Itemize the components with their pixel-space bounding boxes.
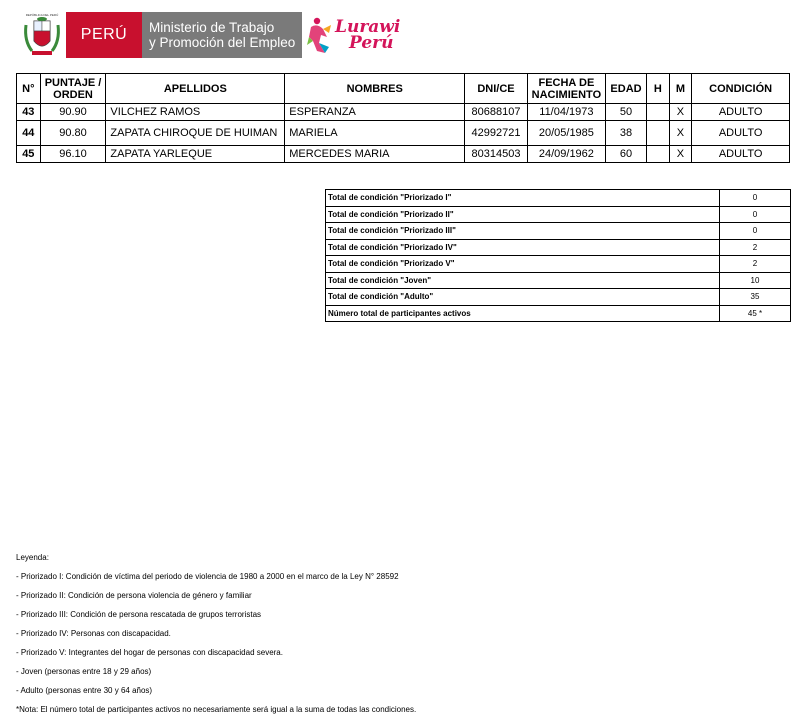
legend-item: - Joven (personas entre 18 y 29 años) xyxy=(16,667,152,676)
cell-apellidos: VILCHEZ RAMOS xyxy=(106,104,285,121)
legend-item: - Priorizado IV: Personas con discapacidad. xyxy=(16,629,171,638)
summary-row xyxy=(326,289,791,306)
summary-value: 0 xyxy=(720,206,791,223)
legend-note: *Nota: El número total de participantes activos no necesariamente será igual a la suma de todas las condiciones. xyxy=(16,705,417,714)
cell-dni: 42992721 xyxy=(465,121,528,146)
ministry-brand-box xyxy=(142,12,302,58)
header-edad: EDAD xyxy=(605,74,646,104)
header-h: H xyxy=(647,74,670,104)
cell-m: X xyxy=(669,104,692,121)
cell-nombres: MERCEDES MARIA xyxy=(285,146,465,163)
peru-brand-box xyxy=(66,12,142,58)
header-apellidos: APELLIDOS xyxy=(106,74,285,104)
cell-dni: 80688107 xyxy=(465,104,528,121)
program-name-line-2: Perú xyxy=(349,33,394,53)
seal-text: REPÚBLICA DEL PERÚ xyxy=(25,13,59,17)
header-puntaje: PUNTAJE / ORDEN xyxy=(40,74,106,104)
cell-condicion: ADULTO xyxy=(692,121,790,146)
summary-row xyxy=(326,223,791,240)
lurawi-logo xyxy=(305,9,401,61)
cell-puntaje: 90.80 xyxy=(40,121,106,146)
summary-label: Total de condición "Priorizado II" xyxy=(326,206,720,223)
cell-num: 43 xyxy=(17,104,41,121)
cell-edad: 38 xyxy=(605,121,646,146)
summary-value: 0 xyxy=(720,223,791,240)
ministry-line-1: Ministerio de Trabajo xyxy=(149,20,275,35)
summary-label: Total de condición "Priorizado V" xyxy=(326,256,720,273)
cell-puntaje: 90.90 xyxy=(40,104,106,121)
summary-value: 0 xyxy=(720,190,791,207)
summary-row xyxy=(326,190,791,207)
table-header-row xyxy=(17,74,790,104)
cell-m: X xyxy=(669,146,692,163)
cell-num: 44 xyxy=(17,121,41,146)
legend-item: - Priorizado II: Condición de persona violencia de género y familiar xyxy=(16,591,252,600)
cell-h xyxy=(647,121,670,146)
participants-table xyxy=(16,73,790,163)
table-row xyxy=(17,121,790,146)
cell-fecha: 11/04/1973 xyxy=(527,104,605,121)
lurawi-figure-icon xyxy=(305,13,335,57)
header-condicion: CONDICIÓN xyxy=(692,74,790,104)
summary-label: Número total de participantes activos xyxy=(326,305,720,322)
program-name-line-1: Lurawi xyxy=(335,17,401,37)
summary-value: 2 xyxy=(720,256,791,273)
cell-puntaje: 96.10 xyxy=(40,146,106,163)
table-row xyxy=(17,146,790,163)
cell-apellidos: ZAPATA YARLEQUE xyxy=(106,146,285,163)
legend-item: - Adulto (personas entre 30 y 64 años) xyxy=(16,686,153,695)
summary-row xyxy=(326,239,791,256)
cell-fecha: 24/09/1962 xyxy=(527,146,605,163)
summary-label: Total de condición "Priorizado I" xyxy=(326,190,720,207)
header-nombres: NOMBRES xyxy=(285,74,465,104)
page-header xyxy=(22,9,402,61)
legend-item: - Priorizado I: Condición de víctima del periodo de violencia de 1980 a 2000 en el marco de la Ley N° 28592 xyxy=(16,572,399,581)
legend-title: Leyenda: xyxy=(16,553,49,562)
cell-h xyxy=(647,146,670,163)
summary-label: Total de condición "Adulto" xyxy=(326,289,720,306)
summary-table xyxy=(325,189,791,322)
cell-m: X xyxy=(669,121,692,146)
cell-dni: 80314503 xyxy=(465,146,528,163)
ministry-line-2: y Promoción del Empleo xyxy=(149,35,296,50)
summary-row xyxy=(326,305,791,322)
legend-item: - Priorizado V: Integrantes del hogar de personas con discapacidad severa. xyxy=(16,648,283,657)
summary-row xyxy=(326,206,791,223)
cell-edad: 50 xyxy=(605,104,646,121)
summary-value: 10 xyxy=(720,272,791,289)
summary-label: Total de condición "Priorizado III" xyxy=(326,223,720,240)
header-dni: DNI/CE xyxy=(465,74,528,104)
country-label: PERÚ xyxy=(80,26,128,43)
cell-num: 45 xyxy=(17,146,41,163)
cell-edad: 60 xyxy=(605,146,646,163)
summary-value: 45 * xyxy=(720,305,791,322)
cell-h xyxy=(647,104,670,121)
cell-condicion: ADULTO xyxy=(692,104,790,121)
coat-of-arms-icon xyxy=(22,11,62,59)
header-m: M xyxy=(669,74,692,104)
header-fecha: FECHA DE NACIMIENTO xyxy=(527,74,605,104)
cell-nombres: MARIELA xyxy=(285,121,465,146)
cell-condicion: ADULTO xyxy=(692,146,790,163)
summary-row xyxy=(326,272,791,289)
summary-label: Total de condición "Priorizado IV" xyxy=(326,239,720,256)
table-row xyxy=(17,104,790,121)
legend xyxy=(16,553,716,715)
summary-row xyxy=(326,256,791,273)
header-num: N° xyxy=(17,74,41,104)
summary-value: 35 xyxy=(720,289,791,306)
cell-apellidos: ZAPATA CHIROQUE DE HUIMAN xyxy=(106,121,285,146)
cell-fecha: 20/05/1985 xyxy=(527,121,605,146)
cell-nombres: ESPERANZA xyxy=(285,104,465,121)
legend-item: - Priorizado III: Condición de persona rescatada de grupos terroristas xyxy=(16,610,262,619)
summary-value: 2 xyxy=(720,239,791,256)
summary-label: Total de condición "Joven" xyxy=(326,272,720,289)
